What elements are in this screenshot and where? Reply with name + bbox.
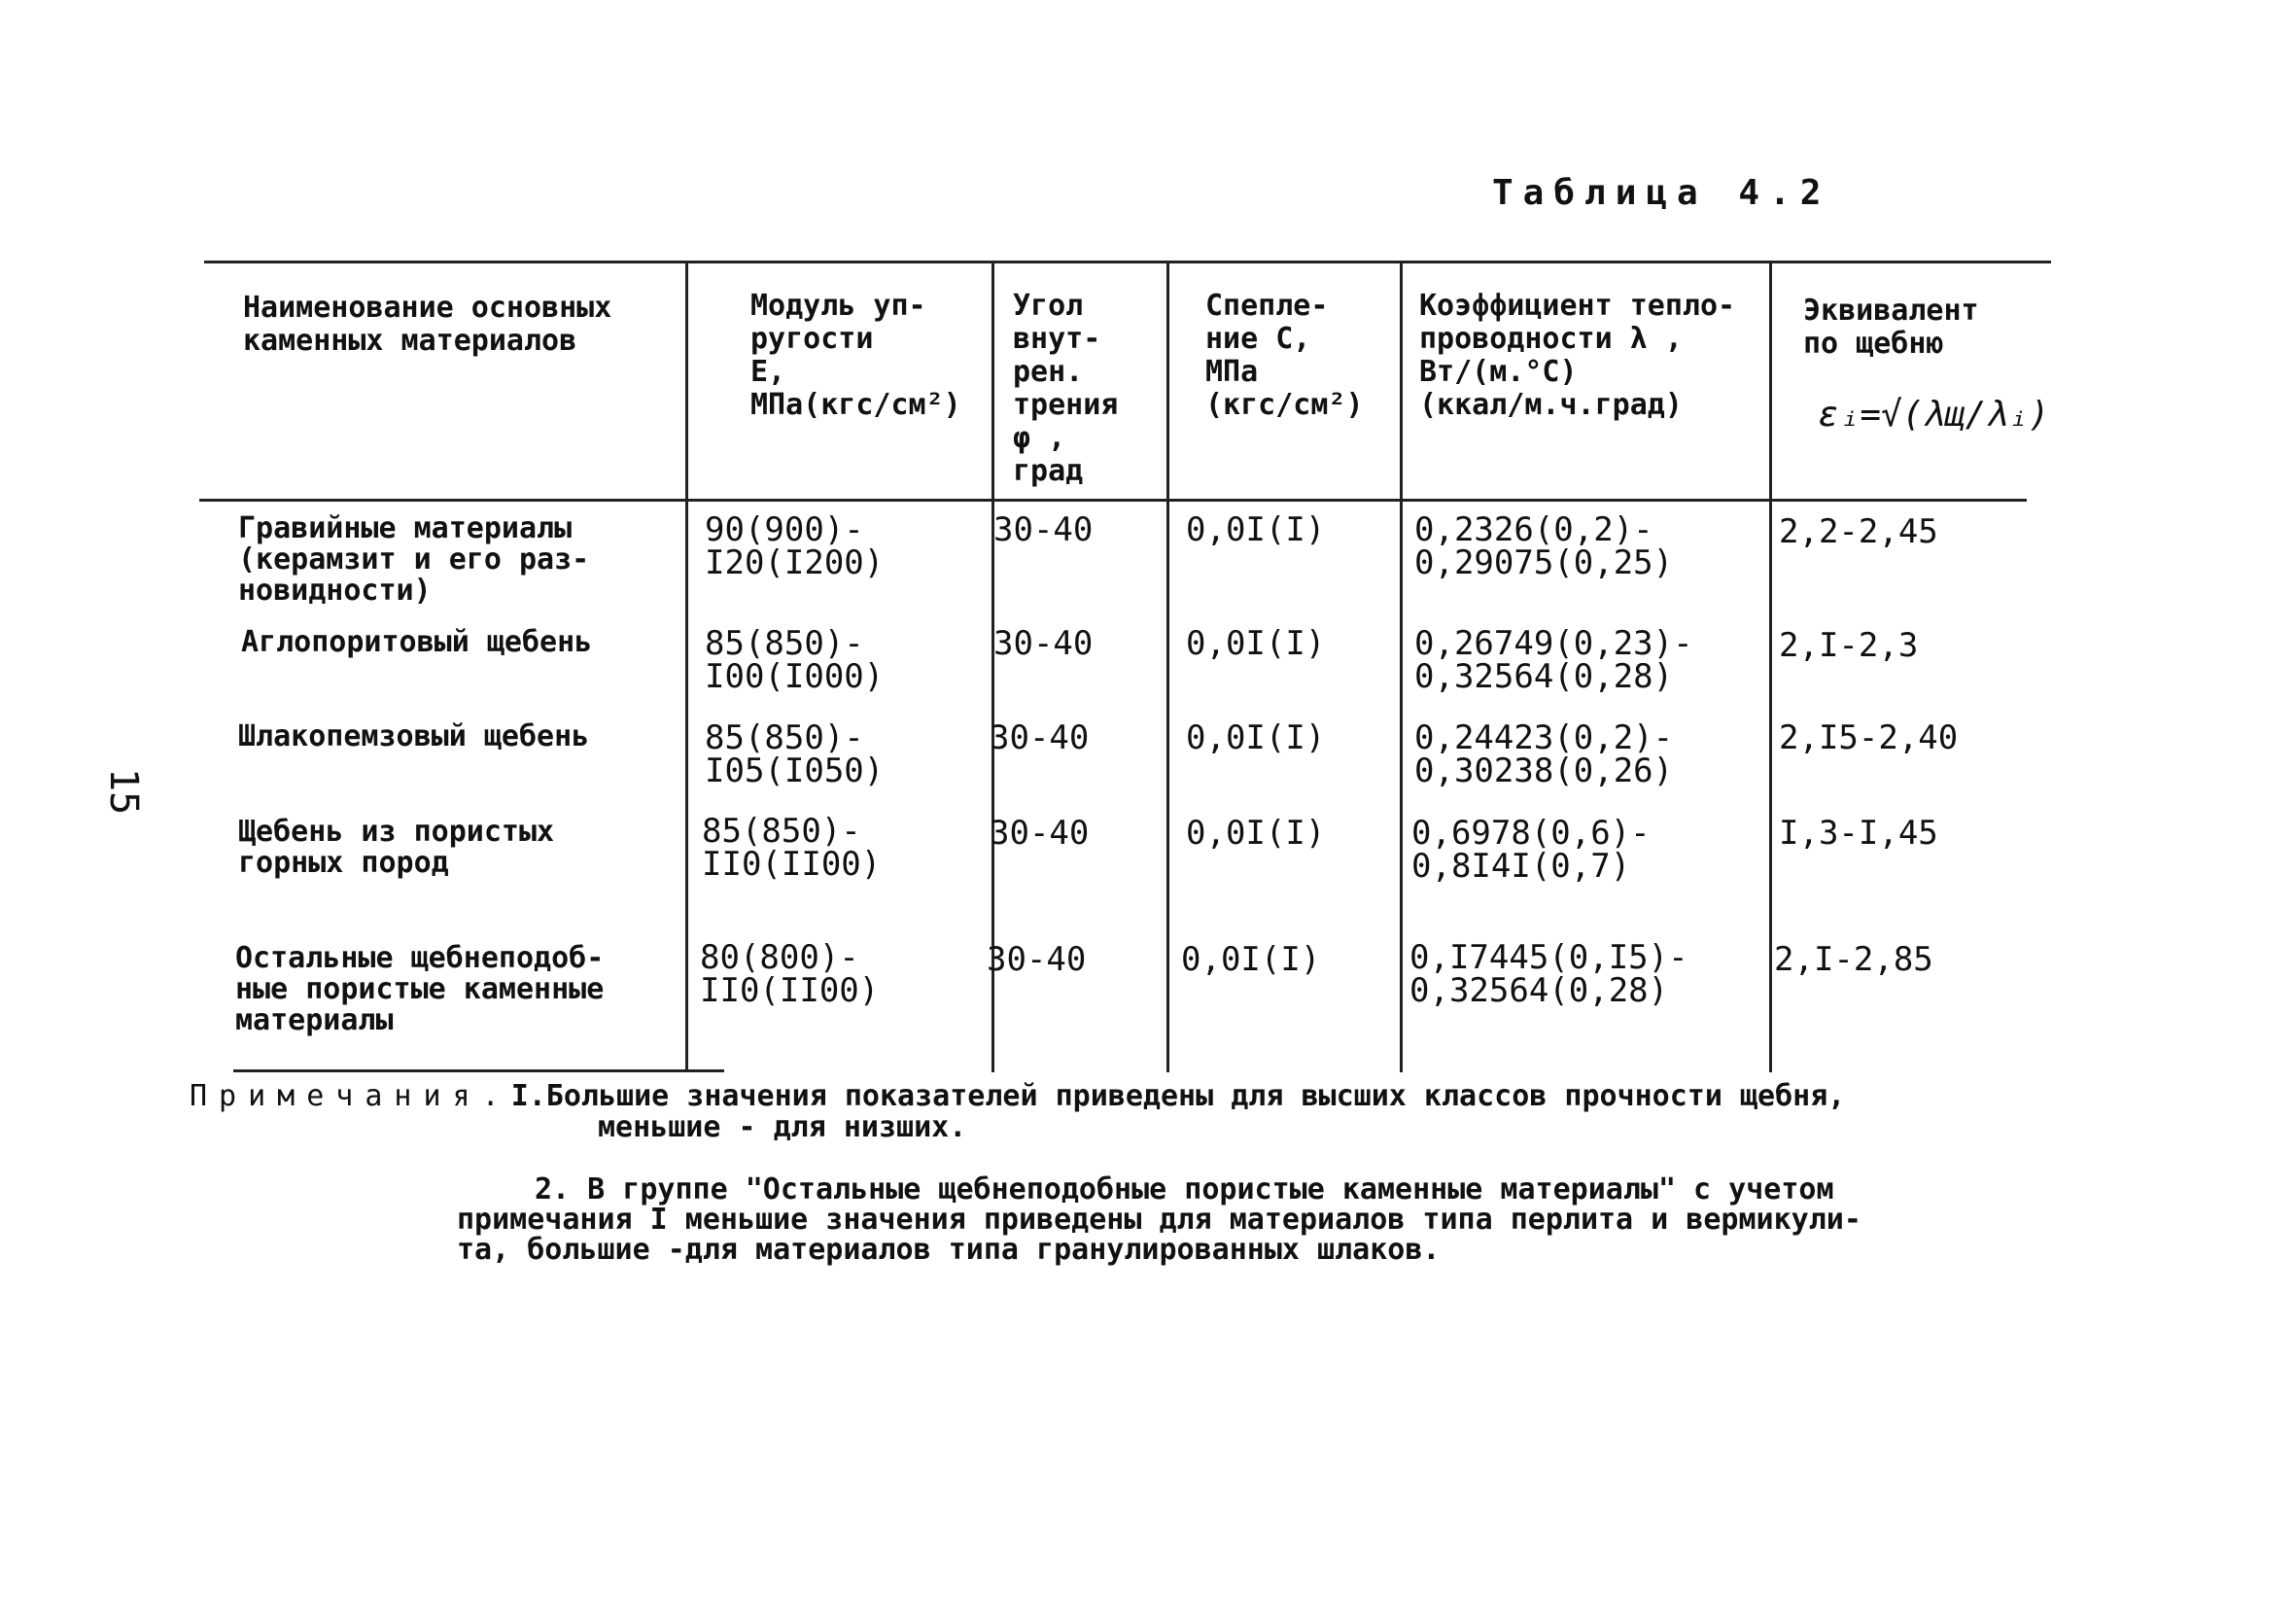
header-equivalent: Эквивалент по щебню	[1803, 294, 1979, 361]
table-top-rule	[204, 261, 2051, 263]
row-1-conductivity: 0,2326(0,2)- 0,29075(0,25)	[1414, 510, 1674, 582]
table-title: Таблица 4.2	[1492, 173, 1831, 213]
row-5-angle: 30-40	[987, 940, 1087, 979]
row-4-name: Щебень из пористых горных пород	[238, 815, 555, 880]
row-4-cohesion: 0,0I(I)	[1186, 814, 1326, 853]
row-1-modulus: 90(900)- I20(I200)	[705, 510, 885, 582]
header-bottom-rule	[199, 499, 2027, 502]
row-5-cohesion: 0,0I(I)	[1181, 940, 1321, 979]
notes-label: Примечания.	[190, 1079, 511, 1113]
row-4-conductivity: 0,6978(0,6)- 0,8I4I(0,7)	[1411, 814, 1651, 886]
row-2-modulus: 85(850)- I00(I000)	[705, 624, 885, 696]
page-number: 15	[101, 768, 146, 816]
row-3-modulus: 85(850)- I05(I050)	[705, 718, 885, 790]
row-1-angle: 30-40	[993, 510, 1094, 549]
note-2	[457, 1174, 1861, 1265]
row-1-name: Гравийные материалы (керамзит и его раз- новидности)	[238, 511, 590, 608]
row-5-name: Остальные щебнеподоб- ные пористые каменные материалы	[235, 941, 605, 1037]
row-1-equivalent: 2,2-2,45	[1779, 512, 1938, 551]
row-2-equivalent: 2,I-2,3	[1779, 626, 1919, 665]
note-2-line-2: примечания I меньшие значения приведены для материалов типа перлита и вермикули-	[457, 1203, 1861, 1237]
row-4-equivalent: I,3-I,45	[1779, 814, 1938, 853]
header-conductivity: Коэффициент тепло- проводности λ , Вт/(м.°С) (ккал/м.ч.град)	[1419, 289, 1736, 422]
row-2-conductivity: 0,26749(0,23)- 0,32564(0,28)	[1414, 624, 1693, 696]
header-modulus: Модуль уп- ругости Е, МПа(кгс/см²)	[750, 289, 961, 422]
row-4-angle: 30-40	[990, 814, 1090, 853]
table-bottom-rule	[233, 1069, 724, 1072]
column-divider-3	[1166, 261, 1169, 1072]
notes	[190, 1081, 1845, 1143]
row-5-conductivity: 0,I7445(0,I5)- 0,32564(0,28)	[1409, 938, 1688, 1010]
note-1-text: I.Большие значения показателей приведены для высших классов прочности щебня,	[510, 1079, 1846, 1113]
row-4-modulus: 85(850)- II0(II00)	[702, 812, 882, 884]
column-divider-1	[685, 261, 688, 1072]
equivalent-formula: εᵢ=√(λщ/λᵢ)	[1818, 395, 2050, 435]
row-3-name: Шлакопемзовый щебень	[238, 719, 590, 753]
row-2-name: Аглопоритовый щебень	[241, 625, 593, 659]
row-3-conductivity: 0,24423(0,2)- 0,30238(0,26)	[1414, 718, 1674, 790]
header-name: Наименование основных каменных материалов	[243, 291, 612, 358]
column-divider-5	[1769, 261, 1772, 1072]
note-1-line-1	[190, 1081, 1845, 1112]
row-5-modulus: 80(800)- II0(II00)	[700, 938, 880, 1010]
note-2-line-1: 2. В группе "Остальные щебнеподобные пористые каменные материалы" с учетом	[535, 1172, 1834, 1206]
header-angle: Угол внут- рен. трения φ , град	[1013, 289, 1119, 488]
row-2-angle: 30-40	[993, 624, 1094, 663]
row-5-equivalent: 2,I-2,85	[1774, 940, 1933, 979]
row-3-cohesion: 0,0I(I)	[1186, 718, 1326, 757]
row-3-equivalent: 2,I5-2,40	[1779, 718, 1959, 757]
note-1-line-2: меньшие - для низших.	[598, 1110, 967, 1144]
row-1-cohesion: 0,0I(I)	[1186, 510, 1326, 549]
note-2-line-3: та, большие -для материалов типа гранулированных шлаков.	[457, 1233, 1441, 1267]
row-3-angle: 30-40	[990, 718, 1090, 757]
column-divider-4	[1400, 261, 1403, 1072]
header-cohesion: Спепле- ние С, МПа (кгс/см²)	[1205, 289, 1364, 422]
row-2-cohesion: 0,0I(I)	[1186, 624, 1326, 663]
